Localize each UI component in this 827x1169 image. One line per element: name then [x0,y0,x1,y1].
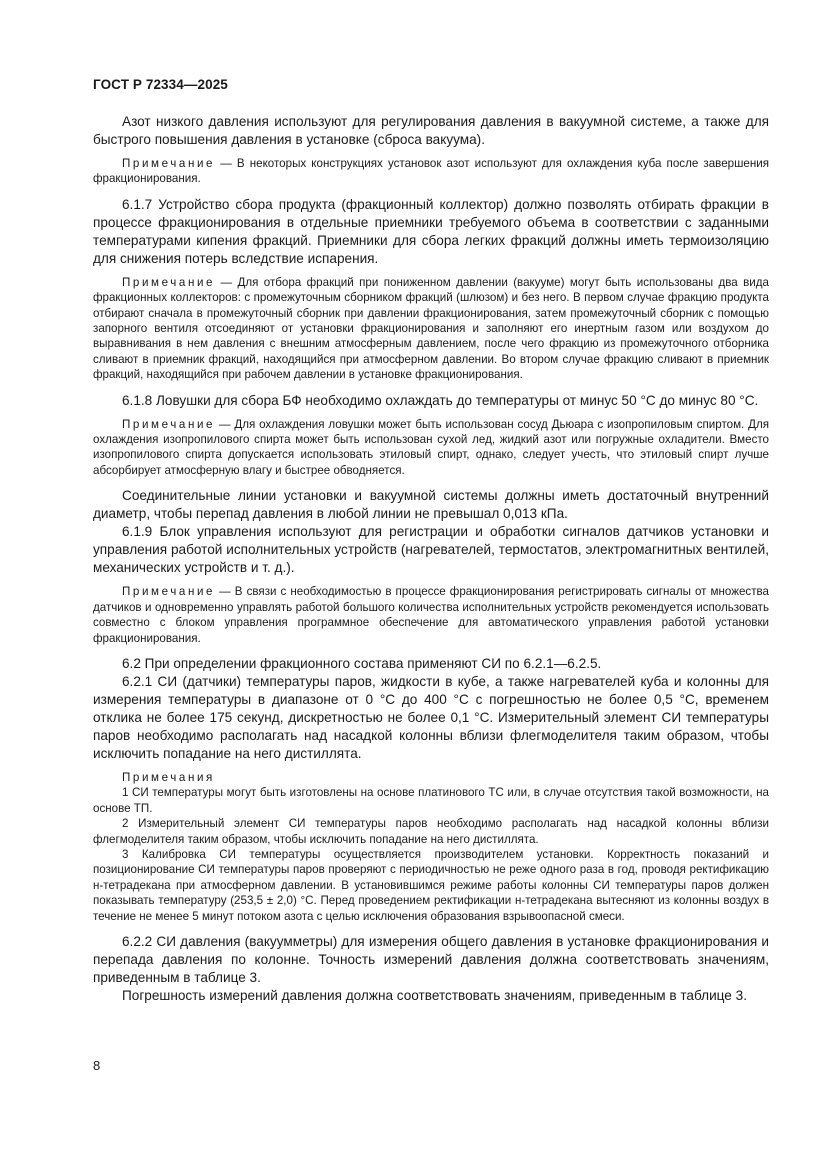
page-body [93,113,769,1012]
note-trap-cooling [93,417,769,479]
note-label: Примечание [122,417,216,431]
paragraph-nitrogen: Азот низкого давления используют для регулирования давления в вакуумной системе, а также для быстрого повышения давления в установке (сброса вакуума). [93,114,769,147]
paragraph-6-2-1: 6.2.1 СИ (датчики) температуры паров, жидкости в кубе, а также нагревателей куба и колонны для измерения температуры в диапазоне от 0 °С до 400 °С с погрешностью не более 0,5 °С, временем отклика не более 175 секунд, дискретностью не более 0,1 °С. Измерительный элемент СИ температуры паров необходимо располагать над насадкой колонны вблизи флегмоделителя таким образом, чтобы исключить попадание на него дистиллята. [93,673,769,761]
note-text: — Для отбора фракций при пониженном давлении (вакууме) могут быть использованы два вида фракционных коллекторов: с промежуточным сборником фракций (шлюзом) и без него. В первом случае фракцию продукта отбирают сначала в промежуточный сборник при давлении фракционирования, затем промежуточный сборник с помощью запорного вентиля отсоединяют от установки фракционирования и заполняют его инертным газом или воздухом до выравнивания в нем давления с внешним атмосферным давлением, после чего фракцию из промежуточного отборника сливают в приемник фракций, находящийся при атмосферном давлении. Во втором случае фракцию сливают в приемник фракций, находящийся при рабочем давлении в установке фракционирования. [93,275,769,382]
note-label: Примечание [122,585,216,599]
note-text: — В некоторых конструкциях установок азот используют для охлаждения куба после завершения фракционирования. [93,157,769,186]
note-label: Примечание [122,275,216,289]
paragraph-pressure-error: Погрешность измерений давления должна соответствовать значениям, приведенным в таблице 3. [122,987,747,1003]
notes-heading: Примечания [122,770,215,784]
note-text: — Для охлаждения ловушки может быть использован сосуд Дьюара с изопропиловым спиртом. Для охлаждения изопропилового спирта может быть использован сухой лед, жидкий азот или погружные охладители. Вместо изопропилового спирта допускается использовать этиловый спирт, однако, следует учесть, что этиловый спирт лучше абсорбирует атмосферную влагу и быстрее обводняется. [93,417,769,477]
note-item-3: 3 Калибровка СИ температуры осуществляется производителем установки. Корректность показаний и позиционирование СИ температуры паров проверяют с периодичностью не реже одного раза в год, проводя ректификацию н-тетрадекана при атмосферном давлении. В установившимся режиме работы колонны СИ температуры паров должен показывать температуру (253,5 ± 2,0) °С. Перед проведением ректификации н-тетрадекана вытесняют из колонны воздух в течение не менее 5 минут потоком азота с целью исключения образования взрывоопасной смеси. [93,847,769,923]
note-control-software [93,584,769,646]
paragraph-6-1-9: 6.1.9 Блок управления используют для регистрации и обработки сигналов датчиков установки и управления работой исполнительных устройств (нагревателей, термостатов, электромагнитных вентилей, механических устройств и т. д.). [93,524,769,576]
note-item-2: 2 Измерительный элемент СИ температуры паров необходимо располагать над насадкой колонны вблизи флегмоделителя таким образом, чтобы исключить попадание на него дистиллята. [93,817,769,846]
paragraph-6-1-8: 6.1.8 Ловушки для сбора БФ необходимо охлаждать до температуры от минус 50 °С до минус 80 °С. [122,392,759,408]
paragraph-6-1-7: 6.1.7 Устройство сбора продукта (фракционный коллектор) должно позволять отбирать фракции в процессе фракционирования в отдельные приемники требуемого объема в соответствии с заданными температурами кипения фракций. Приемники для сбора легких фракций должны иметь термоизоляцию для снижения потерь вследствие испарения. [93,196,769,266]
paragraph-6-2-2: 6.2.2 СИ давления (вакуумметры) для измерения общего давления в установке фракционирования и перепада давления по колонне. Точность измерений давления должна соответствовать значениям, приведенным в таблице 3. [93,933,769,985]
note-fraction-collectors [93,275,769,383]
page-number: 8 [93,1058,101,1073]
document-header: ГОСТ Р 72334—2025 [93,77,228,92]
paragraph-connecting-lines: Соединительные линии установки и вакуумной системы должны иметь достаточный внутренний диаметр, чтобы перепад давления в любой линии не превышал 0,013 кПа. [93,488,769,522]
paragraph-6-2: 6.2 При определении фракционного состава применяют СИ по 6.2.1—6.2.5. [122,655,602,671]
note-item-1: 1 СИ температуры могут быть изготовлены на основе платинового ТС или, в случае отсутствия такой возможности, на основе ТП. [93,786,769,815]
note-label: Примечание [122,157,216,170]
note-text: — В связи с необходимостью в процессе фракционирования регистрировать сигналы от множества датчиков и одновременно управлять работой большого количества исполнительных устройств рекомендуется использовать совместно с блоком управления программное обеспечение для автоматического управления работой установки фракционирования. [93,585,769,645]
note-nitrogen-cooling [93,156,769,187]
